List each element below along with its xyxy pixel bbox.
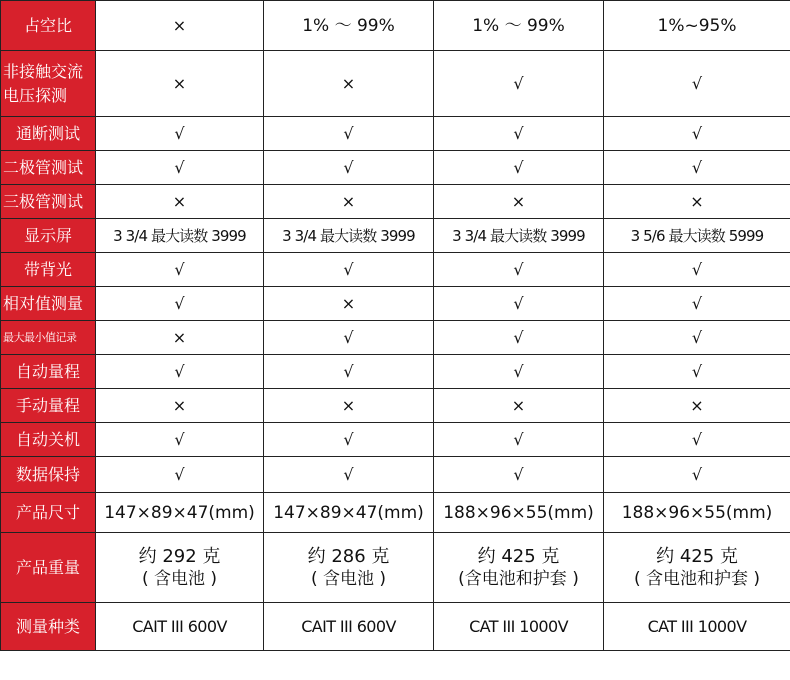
table-row xyxy=(1,1,790,51)
weight-note: ( 含电池 ) xyxy=(141,568,218,589)
table-row xyxy=(1,355,790,389)
table-cell: CAIT III 600V xyxy=(264,603,434,651)
table-cell: √ xyxy=(434,117,604,151)
weight-value: 约 425 克 xyxy=(477,545,560,567)
weight-note: (含电池和护套 ) xyxy=(458,568,579,589)
table-row xyxy=(1,423,790,457)
table-cell: × xyxy=(264,389,434,423)
row-label: 手动量程 xyxy=(1,389,96,423)
table-cell: × xyxy=(96,1,264,51)
table-cell: √ xyxy=(264,355,434,389)
table-cell: √ xyxy=(96,151,264,185)
weight-value: 约 292 克 xyxy=(138,545,221,567)
table-cell: √ xyxy=(604,117,790,151)
table-cell: 3 3/4 最大读数 3999 xyxy=(96,219,264,253)
table-cell: × xyxy=(434,185,604,219)
weight-note: ( 含电池和护套 ) xyxy=(633,568,761,589)
table-cell: √ xyxy=(604,321,790,355)
table-row xyxy=(1,533,790,603)
weight-value: 约 425 克 xyxy=(656,545,738,567)
table-cell: 3 3/4 最大读数 3999 xyxy=(264,219,434,253)
weight-note: ( 含电池 ) xyxy=(310,568,387,589)
table-cell: √ xyxy=(264,321,434,355)
table-cell: √ xyxy=(604,355,790,389)
table-cell: √ xyxy=(604,457,790,493)
table-cell: CAT III 1000V xyxy=(604,603,790,651)
table-row xyxy=(1,253,790,287)
table-cell: √ xyxy=(264,151,434,185)
table-cell: 3 3/4 最大读数 3999 xyxy=(434,219,604,253)
table-cell: √ xyxy=(434,423,604,457)
table-row xyxy=(1,321,790,355)
table-cell: × xyxy=(264,185,434,219)
row-label: 非接触交流电压探测 xyxy=(1,51,96,117)
table-cell: 3 5/6 最大读数 5999 xyxy=(604,219,790,253)
table-cell: × xyxy=(434,389,604,423)
table-cell: √ xyxy=(434,151,604,185)
table-cell: 188×96×55(mm) xyxy=(604,493,790,533)
table-cell xyxy=(264,533,434,603)
weight-value: 约 286 克 xyxy=(307,545,390,567)
table-row xyxy=(1,151,790,185)
row-label: 二极管测试 xyxy=(1,151,96,185)
row-label: 自动关机 xyxy=(1,423,96,457)
table-cell: × xyxy=(96,389,264,423)
row-label: 通断测试 xyxy=(1,117,96,151)
table-cell: √ xyxy=(264,423,434,457)
table-cell: 147×89×47(mm) xyxy=(264,493,434,533)
table-cell: × xyxy=(264,51,434,117)
row-label: 数据保持 xyxy=(1,457,96,493)
table-cell: 1% ～ 99% xyxy=(434,1,604,51)
table-cell: √ xyxy=(264,253,434,287)
row-label: 测量种类 xyxy=(1,603,96,651)
row-label: 占空比 xyxy=(1,1,96,51)
table-cell: √ xyxy=(604,253,790,287)
row-label: 带背光 xyxy=(1,253,96,287)
table-row xyxy=(1,493,790,533)
table-cell: 188×96×55(mm) xyxy=(434,493,604,533)
table-cell: × xyxy=(604,185,790,219)
table-row xyxy=(1,219,790,253)
table-row xyxy=(1,185,790,219)
table-cell: × xyxy=(604,389,790,423)
row-label: 产品重量 xyxy=(1,533,96,603)
table-cell: √ xyxy=(434,457,604,493)
table-cell xyxy=(604,533,790,603)
table-cell: √ xyxy=(604,151,790,185)
table-cell xyxy=(434,533,604,603)
table-cell: × xyxy=(96,51,264,117)
row-label: 产品尺寸 xyxy=(1,493,96,533)
table-cell: CAT III 1000V xyxy=(434,603,604,651)
table-row xyxy=(1,117,790,151)
table-cell: √ xyxy=(264,457,434,493)
table-cell: 147×89×47(mm) xyxy=(96,493,264,533)
table-cell: √ xyxy=(96,287,264,321)
table-cell: √ xyxy=(264,117,434,151)
table-cell: 1% ～ 99% xyxy=(264,1,434,51)
table-cell: × xyxy=(96,185,264,219)
table-cell: √ xyxy=(96,355,264,389)
table-cell: × xyxy=(264,287,434,321)
table-row xyxy=(1,51,790,117)
table-cell: √ xyxy=(96,253,264,287)
table-cell: √ xyxy=(434,287,604,321)
table-row xyxy=(1,287,790,321)
table-cell: × xyxy=(96,321,264,355)
row-label: 显示屏 xyxy=(1,219,96,253)
table-cell: √ xyxy=(96,457,264,493)
table-row xyxy=(1,603,790,651)
row-label: 三极管测试 xyxy=(1,185,96,219)
table-cell: √ xyxy=(434,321,604,355)
row-label: 自动量程 xyxy=(1,355,96,389)
table-cell: √ xyxy=(434,253,604,287)
table-cell: √ xyxy=(604,423,790,457)
row-label: 相对值测量 xyxy=(1,287,96,321)
table-cell: √ xyxy=(604,287,790,321)
table-row xyxy=(1,457,790,493)
table-cell: 1%~95% xyxy=(604,1,790,51)
table-cell: √ xyxy=(96,117,264,151)
row-label: 最大最小值记录 xyxy=(1,321,96,355)
table-cell: √ xyxy=(434,51,604,117)
table-cell: √ xyxy=(434,355,604,389)
table-row xyxy=(1,389,790,423)
table-cell: √ xyxy=(604,51,790,117)
table-cell: CAIT III 600V xyxy=(96,603,264,651)
table-cell: √ xyxy=(96,423,264,457)
table-cell xyxy=(96,533,264,603)
